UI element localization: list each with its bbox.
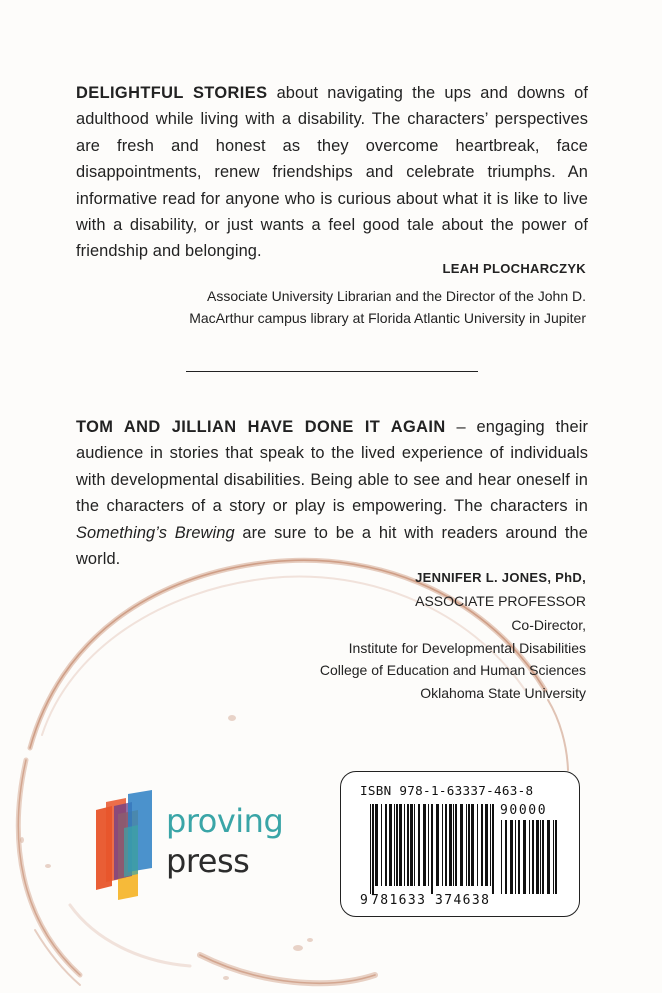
barcode-bar	[453, 804, 454, 886]
review-1-text	[76, 80, 588, 265]
price-barcode-bars	[501, 820, 557, 894]
barcode-bar	[428, 804, 429, 886]
barcode-bar	[523, 820, 526, 894]
barcode-bars	[370, 804, 494, 894]
publisher-name-press: press	[166, 842, 250, 880]
barcode-digits-left: 781633	[371, 893, 427, 906]
barcode-bar	[396, 804, 398, 886]
review-1-body: about navigating the ups and downs of adulthood while living with a disability. The characters’ perspectives are fresh and honest as they overcome heartbreak, face disappointments, renew friendships and celebrate triumphs. An informative read for anyone who is curious about what it is like to live with a disability, or just wants a feel good tale about the power of friendship and belonging.	[76, 84, 589, 261]
review-2-body-end: are sure to be a hit with readers around the world.	[76, 523, 588, 569]
section-divider	[186, 371, 478, 372]
barcode-bar	[399, 804, 402, 886]
review-2-credit	[320, 567, 586, 704]
barcode-bar	[536, 820, 539, 894]
review-1-author: LEAH PLOCHARCZYK	[442, 261, 586, 276]
barcode-bar	[510, 820, 513, 894]
review-2-credit-line: Institute for Developmental Disabilities	[348, 639, 586, 656]
publisher-name-proving: proving	[166, 802, 284, 840]
barcode-bar	[410, 804, 413, 886]
barcode-bar	[449, 804, 452, 886]
barcode-bar	[436, 804, 439, 886]
barcode-bar	[431, 804, 433, 894]
barcode-bar	[455, 804, 457, 886]
barcode-bar	[385, 804, 387, 886]
review-2-credit-line: Oklahoma State University	[420, 684, 586, 701]
barcode-bar	[518, 820, 520, 894]
barcode-bar	[471, 804, 474, 886]
barcode-bar	[442, 804, 443, 886]
barcode-bar	[532, 820, 534, 894]
barcode-bar	[481, 804, 483, 886]
barcode-bar	[418, 804, 420, 886]
barcode-bar	[540, 820, 541, 894]
barcode-bar	[555, 820, 557, 894]
barcode-bar	[542, 820, 544, 894]
review-2-author: JENNIFER L. JONES, PhD,	[415, 570, 586, 585]
barcode-bar	[492, 804, 494, 894]
price-code: 90000	[500, 803, 548, 818]
barcode-bar	[404, 804, 405, 886]
barcode-bar	[407, 804, 409, 886]
barcode-bar	[529, 820, 530, 894]
barcode-bar	[515, 820, 516, 894]
barcode-bar	[394, 804, 395, 886]
barcode-digits-right: 374638	[435, 893, 491, 906]
barcode-digit-first: 9	[360, 893, 368, 906]
barcode-bar	[381, 804, 382, 886]
review-1-credit	[189, 258, 586, 330]
barcode-bar	[553, 820, 554, 894]
barcode-bar	[468, 804, 470, 886]
barcode-bar	[375, 804, 378, 886]
barcode-bar	[505, 820, 507, 894]
isbn-label: ISBN 978-1-63337-463-8	[360, 783, 534, 798]
review-2-text	[76, 414, 588, 572]
review-2-credit-line: College of Education and Human Sciences	[319, 662, 586, 678]
barcode-bar	[414, 804, 415, 886]
review-2-lead: TOM AND JILLIAN HAVE DONE IT AGAIN	[76, 418, 446, 436]
review-2-body: – engaging their audience in stories that speak to the lived experience of individuals with developmental disabilities. Being able to see and hear oneself in the characters of a story or play is empowering. The characters in	[76, 418, 589, 516]
barcode-bar	[372, 804, 374, 894]
barcode-bar	[466, 804, 467, 886]
barcode-bar	[501, 820, 502, 894]
barcode-bar	[485, 804, 488, 886]
barcode-bar	[445, 804, 447, 886]
review-1-credit-line: MacArthur campus library at Florida Atlantic University in Jupiter	[189, 310, 586, 326]
review-1-credit-line: Associate University Librarian and the Director of the John D.	[207, 287, 586, 304]
barcode-bar	[477, 804, 478, 886]
review-1-lead: DELIGHTFUL STORIES	[76, 84, 268, 102]
book-title: Something’s Brewing	[76, 523, 235, 542]
isbn-barcode	[360, 800, 565, 906]
barcode-bar	[370, 804, 371, 894]
barcode-bar	[490, 804, 491, 886]
barcode-bar	[423, 804, 426, 886]
barcode-bar	[389, 804, 392, 886]
review-2-credit-line: Co-Director,	[511, 617, 586, 633]
barcode-bar	[460, 804, 463, 886]
review-2-credit-line: ASSOCIATE PROFESSOR	[415, 592, 586, 609]
barcode-bar	[547, 820, 550, 894]
